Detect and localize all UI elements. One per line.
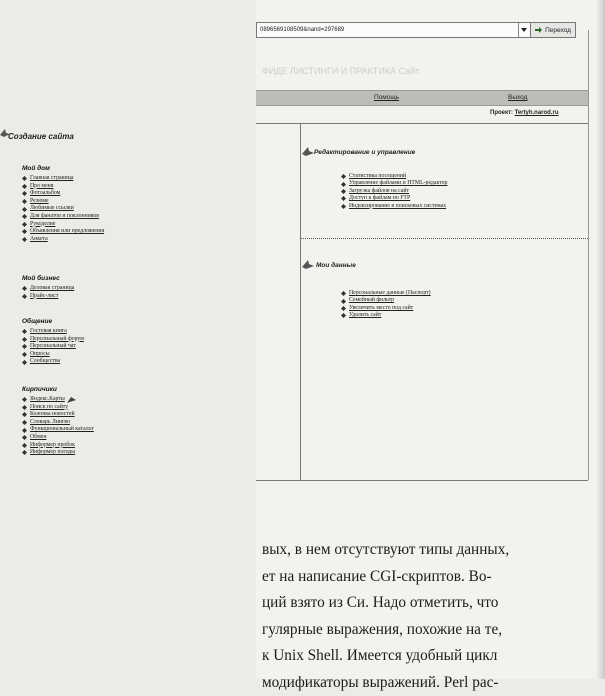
bullet-icon [341, 174, 346, 179]
chevron-down-icon [521, 28, 527, 32]
bullet-icon [22, 352, 27, 357]
sidebar-link[interactable]: Поиск по сайту [22, 404, 94, 412]
sidebar-link[interactable]: Персональный форум [22, 336, 84, 344]
book-line: к Unix Shell. Имеется удобный цикл [262, 643, 602, 670]
bird-logo-icon [302, 147, 314, 156]
brand-title: Создание сайта [8, 132, 74, 141]
sidebar-link[interactable]: Для фанатов и поклонников [22, 213, 104, 221]
bullet-icon [341, 182, 346, 187]
group-title: Общение [22, 318, 84, 325]
group-title: Мой дом [22, 165, 104, 172]
sidebar-link[interactable]: Колонка новостей [22, 411, 94, 419]
bullet-icon [22, 176, 27, 181]
section-title-edit: Редактирование и управление [314, 149, 415, 156]
sidebar-link[interactable]: Резюме [22, 198, 104, 206]
bullet-icon [22, 222, 27, 227]
sidebar-link[interactable]: Словарь Лингво [22, 419, 94, 427]
group-business [22, 275, 74, 300]
arrow-right-icon [535, 27, 542, 33]
menu-link[interactable]: Семейный фильтр [341, 297, 431, 304]
menu-link[interactable]: Персональные данные (Паспорт) [341, 290, 431, 297]
bullet-icon [22, 237, 27, 242]
group-title: Кирпичики [22, 386, 94, 393]
go-label: Переход [545, 27, 571, 34]
bullet-icon [22, 199, 27, 204]
data-menu [341, 290, 431, 320]
menu-link[interactable]: Доступ к файлам по FTP [341, 195, 447, 202]
bullet-icon [22, 191, 27, 196]
bullet-icon [341, 299, 346, 304]
bullet-icon [22, 294, 27, 299]
sidebar-link[interactable]: Деловая страница [22, 285, 74, 293]
menu-link[interactable]: Индексирование в поисковых системах [341, 203, 447, 210]
bullet-icon [22, 207, 27, 212]
nav-exit-link[interactable]: Выход [508, 94, 527, 101]
project-info [490, 110, 559, 116]
go-button[interactable] [530, 22, 576, 38]
menu-link[interactable]: Статистика посещений [341, 173, 447, 180]
group-bricks [22, 386, 94, 457]
sidebar-link[interactable]: Анкета [22, 236, 104, 244]
divider [256, 480, 588, 481]
group-home [22, 165, 104, 243]
bullet-icon [22, 229, 27, 234]
sidebar-link[interactable]: Сообщества [22, 358, 84, 366]
bullet-icon [341, 196, 346, 201]
bullet-icon [341, 189, 346, 194]
sidebar-link[interactable]: Персональный чат [22, 343, 84, 351]
sidebar-link[interactable]: Обмен [22, 434, 94, 442]
bullet-icon [22, 405, 27, 410]
menu-link[interactable]: Управление файлами и HTML-редактор [341, 180, 447, 187]
sidebar-link[interactable]: Главная страница [22, 175, 104, 183]
bullet-icon [22, 450, 27, 455]
menu-link[interactable]: Увеличить место под сайт [341, 305, 431, 312]
sidebar-link[interactable]: Функциональный каталог [22, 426, 94, 434]
page-edge-shadow [596, 0, 605, 679]
address-bar[interactable]: 0896569108509&nand=297689 [256, 22, 546, 38]
book-line: модификаторы выражений. Perl рас- [262, 670, 602, 696]
nav-help-link[interactable]: Помощь [374, 94, 399, 101]
sidebar-page [0, 0, 256, 679]
bullet-icon [341, 306, 346, 311]
menu-link[interactable]: Загрузка файлов на сайт [341, 188, 447, 195]
sidebar-link[interactable]: Информер погоды [22, 449, 94, 457]
book-line: ций взято из Си. Надо отметить, что [262, 590, 602, 617]
bullet-icon [22, 214, 27, 219]
group-title: Мой бизнес [22, 275, 74, 282]
sidebar-link[interactable]: Рукоделие [22, 221, 104, 229]
bullet-icon [22, 337, 27, 342]
sidebar-link[interactable]: Объявления или предложения [22, 228, 104, 236]
project-link[interactable]: Tertyh.narod.ru [515, 110, 559, 116]
book-line: гулярные выражения, похожие на те, [262, 617, 602, 644]
sidebar-link[interactable]: Информер пробок [22, 442, 94, 450]
sidebar-link[interactable]: Прайс-лист [22, 293, 74, 301]
bullet-icon [341, 291, 346, 296]
bullet-icon [22, 344, 27, 349]
top-nav [256, 90, 588, 106]
book-line: вых, в нем отсутствуют типы данных, [262, 537, 602, 564]
bullet-icon [22, 443, 27, 448]
sidebar-link[interactable]: Фотоальбом [22, 190, 104, 198]
divider [256, 123, 588, 124]
menu-link[interactable]: Удалить сайт [341, 312, 431, 319]
bullet-icon [22, 420, 27, 425]
bullet-icon [22, 329, 27, 334]
sidebar-link[interactable]: Гостевая книга [22, 328, 84, 336]
edit-menu [341, 173, 447, 210]
window-edge [588, 30, 589, 480]
bullet-icon [341, 204, 346, 209]
bullet-icon [341, 313, 346, 318]
bullet-icon [22, 184, 27, 189]
bullet-icon [22, 397, 27, 402]
book-text [262, 537, 602, 696]
new-badge-icon [67, 397, 76, 403]
book-line: ет на написание CGI-скриптов. Во- [262, 564, 602, 591]
bullet-icon [22, 360, 27, 365]
dotted-divider [301, 238, 588, 239]
project-label: Проект: [490, 110, 513, 116]
bullet-icon [22, 412, 27, 417]
group-communication [22, 318, 84, 366]
bullet-icon [22, 428, 27, 433]
column-divider [300, 124, 301, 480]
sidebar-link[interactable]: Опросы [22, 351, 84, 359]
sidebar-link[interactable]: Про меня [22, 183, 104, 191]
bird-logo-icon [302, 260, 314, 269]
address-dropdown[interactable] [518, 23, 529, 37]
sidebar-link[interactable]: Яндекс.Карты [22, 396, 94, 404]
sidebar-link[interactable]: Любимые ссылки [22, 205, 104, 213]
bullet-icon [22, 435, 27, 440]
ghost-header: ФИДЕ ЛИСТИНГИ И ПРАКТИКА Сайт [262, 66, 592, 76]
section-title-data: Мои данные [316, 262, 356, 269]
bullet-icon [22, 286, 27, 291]
